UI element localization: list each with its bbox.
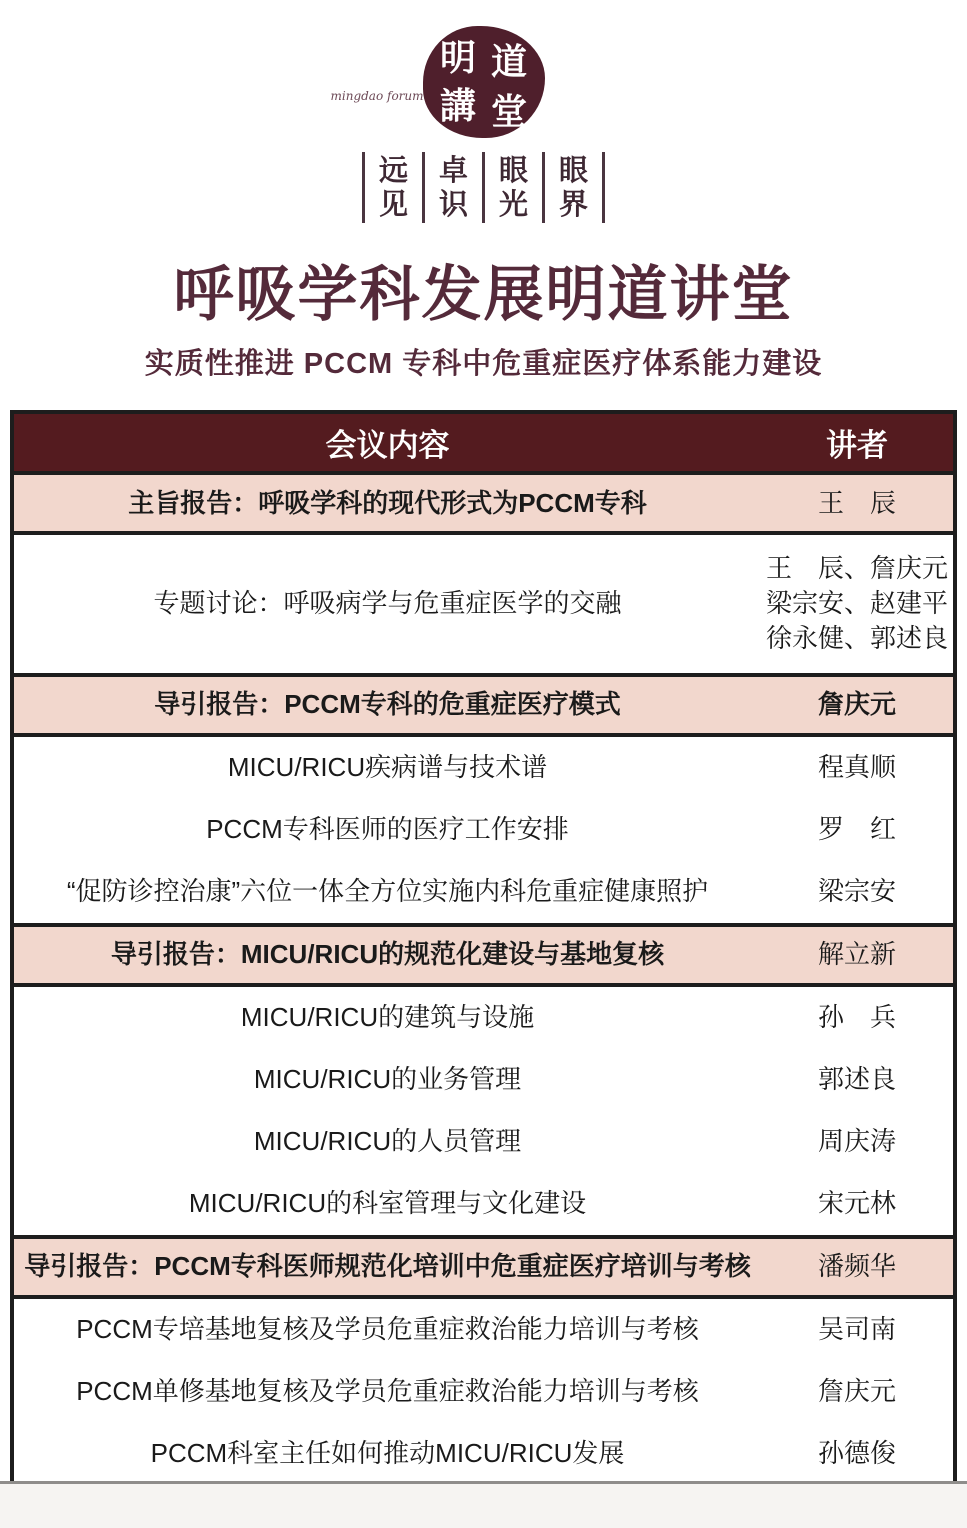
speaker-name: 吴司南	[817, 1313, 896, 1344]
session-group	[14, 737, 953, 927]
speaker-name: 宋元林	[817, 1187, 896, 1218]
motto-char: 光	[499, 186, 529, 221]
session-title: MICU/RICU的人员管理	[253, 1125, 522, 1156]
speaker-name: 詹庆元	[817, 688, 896, 719]
agenda-item	[14, 1049, 953, 1111]
agenda-item	[14, 1299, 953, 1361]
agenda-item	[14, 1423, 953, 1485]
session-group	[14, 1299, 953, 1485]
speaker-name: 王 辰、詹庆元 梁宗安、赵建平 徐永健、郭述良	[765, 553, 948, 654]
agenda-item	[14, 987, 953, 1049]
agenda-item	[14, 1239, 953, 1295]
motto-divider	[482, 152, 485, 223]
speaker-name: 周庆涛	[817, 1125, 896, 1156]
motto-char: 识	[438, 186, 468, 221]
motto-char: 见	[378, 186, 408, 221]
section-header-row	[14, 475, 953, 535]
motto-char: 卓	[438, 153, 468, 187]
motto-char: 眼	[559, 153, 589, 187]
section-header-row	[14, 927, 953, 987]
session-title: 导引报告：PCCM专科的危重症医疗模式	[154, 688, 621, 719]
motto-word	[379, 152, 408, 223]
agenda-item	[14, 535, 953, 672]
session-title: 导引报告：MICU/RICU的规范化建设与基地复核	[110, 938, 665, 969]
motto-divider	[602, 152, 605, 223]
agenda-rows	[14, 475, 953, 1484]
agenda-item	[14, 799, 953, 861]
session-title: MICU/RICU的业务管理	[253, 1063, 522, 1094]
agenda-item	[14, 1361, 953, 1423]
mingdao-seal-logo	[423, 26, 545, 138]
agenda-item	[14, 475, 953, 531]
motto-word	[439, 152, 468, 223]
speaker-name: 孙德俊	[817, 1437, 896, 1468]
seal-char: 講	[439, 85, 476, 127]
session-title: PCCM单修基地复核及学员危重症救治能力培训与考核	[76, 1375, 699, 1406]
footer-strip	[0, 1484, 967, 1528]
session-title: MICU/RICU疾病谱与技术谱	[227, 751, 548, 782]
session-title: PCCM专培基地复核及学员危重症救治能力培训与考核	[76, 1313, 699, 1344]
session-title: “促防诊控治康”六位一体全方位实施内科危重症健康照护	[66, 875, 709, 906]
session-group	[14, 987, 953, 1239]
motto-word	[559, 152, 588, 223]
speaker-name: 解立新	[817, 938, 896, 969]
session-title: PCCM科室主任如何推动MICU/RICU发展	[150, 1437, 625, 1468]
column-header-speaker: 讲者	[826, 428, 888, 464]
agenda-item	[14, 1111, 953, 1173]
session-title: PCCM专科医师的医疗工作安排	[206, 813, 569, 844]
agenda-item	[14, 861, 953, 923]
motto-word	[499, 152, 528, 223]
speaker-name: 詹庆元	[817, 1375, 896, 1406]
motto-divider	[362, 152, 365, 223]
speaker-name: 程真顺	[817, 751, 896, 782]
motto-divider	[542, 152, 545, 223]
agenda-table	[10, 410, 957, 1488]
page-title: 呼吸学科发展明道讲堂	[173, 261, 794, 329]
logo-script-text: mingdao forum	[330, 88, 424, 103]
session-title: MICU/RICU的科室管理与文化建设	[188, 1187, 587, 1218]
agenda-item	[14, 927, 953, 983]
seal-char: 道	[490, 41, 527, 83]
agenda-item	[14, 1173, 953, 1235]
session-title: 主旨报告：呼吸学科的现代形式为PCCM专科	[128, 487, 647, 518]
session-title: 导引报告：PCCM专科医师规范化培训中危重症医疗培训与考核	[24, 1250, 751, 1281]
motto-char: 界	[559, 186, 589, 221]
speaker-name: 罗 红	[817, 813, 896, 844]
speaker-name: 孙 兵	[817, 1001, 896, 1032]
speaker-name: 郭述良	[817, 1063, 896, 1094]
motto-char: 远	[378, 153, 408, 187]
agenda-item	[14, 677, 953, 733]
speaker-name: 梁宗安	[817, 875, 896, 906]
section-header-row	[14, 677, 953, 737]
speaker-name: 王 辰	[817, 487, 896, 518]
seal-char: 明	[439, 37, 476, 79]
page-subtitle: 实质性推进 PCCM 专科中危重症医疗体系能力建设	[144, 348, 823, 381]
seal-char: 堂	[490, 91, 527, 133]
session-title: 专题讨论：呼吸病学与危重症医学的交融	[153, 588, 622, 619]
column-header-content: 会议内容	[325, 428, 450, 464]
motto-row	[0, 152, 967, 223]
logo-area	[0, 0, 967, 223]
motto-char: 眼	[499, 153, 529, 187]
seal-wrap	[330, 26, 559, 138]
agenda-item	[14, 737, 953, 799]
section-header-row	[14, 1239, 953, 1299]
motto-divider	[422, 152, 425, 223]
table-header-row	[14, 414, 953, 475]
speaker-name: 潘频华	[817, 1250, 896, 1281]
session-group	[14, 535, 953, 676]
session-title: MICU/RICU的建筑与设施	[240, 1001, 535, 1032]
